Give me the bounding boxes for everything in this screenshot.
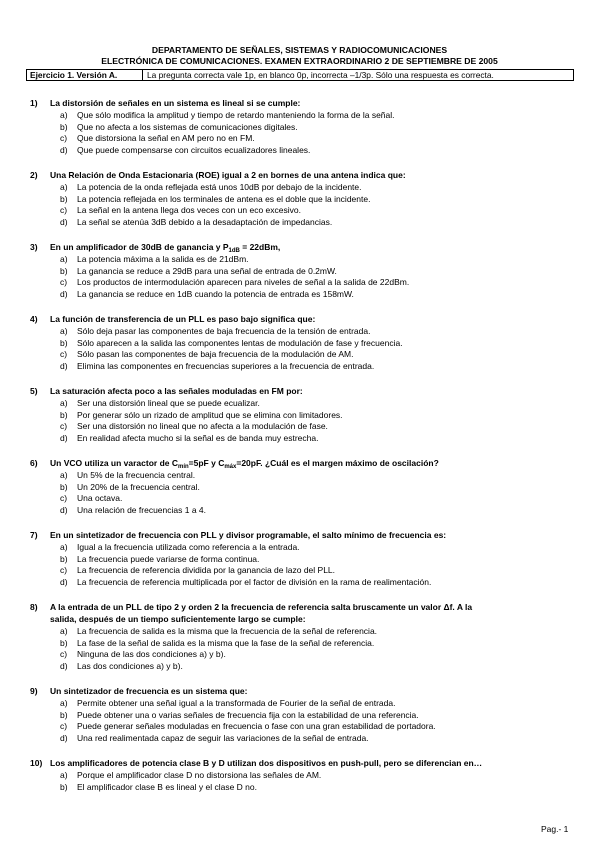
- option-text: Ser una distorsión no lineal que no afecta a la modulación de fase.: [77, 421, 328, 431]
- option-text: Permite obtener una señal igual a la transformada de Fourier de la señal de entrada.: [77, 698, 396, 708]
- question: [26, 313, 586, 372]
- option-letter: a): [60, 254, 68, 264]
- answer-option: [26, 133, 586, 145]
- question: [26, 757, 586, 793]
- question-text-part: = 22dBm,: [239, 242, 281, 252]
- option-text: La frecuencia de referencia multiplicada por el factor de división en la rama de realimentación.: [77, 576, 432, 587]
- answer-option: [26, 505, 586, 517]
- option-text: Una octava.: [77, 493, 123, 503]
- answer-option: [26, 542, 586, 554]
- option-letter: a): [60, 770, 68, 780]
- question-number: 2): [30, 170, 38, 180]
- option-text: La señal en la antena llega dos veces con un eco excesivo.: [77, 205, 301, 215]
- question-text: [50, 457, 439, 471]
- question: [26, 97, 586, 156]
- option-text: En realidad afecta mucho si la señal es de banda muy estrecha.: [77, 432, 319, 443]
- option-text: Una red realimentada capaz de seguir las variaciones de la señal de entrada.: [77, 732, 369, 743]
- option-letter: a): [60, 542, 68, 552]
- question-number: 5): [30, 386, 38, 396]
- answer-options: [26, 470, 586, 516]
- question-number: 10): [30, 758, 43, 768]
- option-letter: c): [60, 493, 68, 503]
- option-letter: b): [60, 553, 68, 564]
- answer-option: [26, 110, 586, 122]
- option-text: Un 20% de la frecuencia central.: [77, 481, 200, 492]
- answer-option: [26, 145, 586, 157]
- question: [26, 457, 586, 516]
- question-text: Una Relación de Onda Estacionaria (ROE) igual a 2 en bornes de una antena indica que:: [50, 170, 406, 180]
- question: [26, 169, 586, 228]
- option-letter: c): [60, 277, 68, 287]
- answer-option: [26, 277, 586, 289]
- question-title-line: [26, 241, 586, 253]
- option-letter: c): [60, 421, 68, 431]
- answer-option: [26, 698, 586, 710]
- answer-option: [26, 410, 586, 422]
- option-text: Sólo pasan las componentes de baja frecuencia de la modulación de AM.: [77, 349, 354, 359]
- answer-option: [26, 782, 586, 794]
- question-text-part: =5pF y C: [188, 458, 225, 468]
- option-text: Elimina las componentes en frecuencias superiores a la frecuencia de entrada.: [77, 360, 375, 371]
- exercise-rules: La pregunta correcta vale 1p, en blanco 0p, incorrecta –1/3p. Sólo una respuesta es correcta.: [147, 70, 494, 80]
- option-text: Que sólo modifica la amplitud y tiempo de retardo manteniendo la forma de la señal.: [77, 110, 395, 120]
- option-letter: a): [60, 182, 68, 192]
- option-text: La potencia de la onda reflejada está unos 10dB por debajo de la incidente.: [77, 182, 362, 192]
- option-text: La frecuencia puede variarse de forma continua.: [77, 553, 260, 564]
- answer-option: [26, 182, 586, 194]
- option-letter: a): [60, 698, 68, 708]
- question-number: 4): [30, 314, 38, 324]
- question-title-line: [26, 757, 586, 769]
- answer-option: [26, 770, 586, 782]
- question: [26, 385, 586, 444]
- question-text: En un sintetizador de frecuencia con PLL y divisor programable, el salto mínimo de frecuencia es:: [50, 530, 447, 540]
- answer-option: [26, 493, 586, 505]
- option-text: Que distorsiona la señal en AM pero no en FM.: [77, 133, 255, 143]
- question-title-line: [26, 529, 586, 541]
- question-text: salida, después de un tiempo suficientemente largo se cumple:: [50, 614, 306, 624]
- option-text: La señal se atenúa 3dB debido a la desadaptación de impedancias.: [77, 216, 333, 227]
- answer-option: [26, 289, 586, 301]
- option-text: Que puede compensarse con circuitos ecualizadores lineales.: [77, 144, 311, 155]
- answer-option: [26, 398, 586, 410]
- question-title-line: [26, 97, 586, 109]
- option-letter: d): [60, 732, 68, 743]
- answer-option: [26, 721, 586, 733]
- option-text: La potencia reflejada en los terminales de antena es el doble que la incidente.: [77, 193, 371, 204]
- question-text: [50, 241, 280, 255]
- answer-option: [26, 649, 586, 661]
- question-title-line: [26, 385, 586, 397]
- option-letter: d): [60, 576, 68, 587]
- option-letter: c): [60, 721, 68, 731]
- subscript: mín: [178, 464, 189, 470]
- question: [26, 685, 586, 744]
- option-text: El amplificador clase B es lineal y el clase D no.: [77, 781, 257, 792]
- answer-option: [26, 254, 586, 266]
- question-text-part: Un VCO utiliza un varactor de C: [50, 458, 178, 468]
- answer-option: [26, 421, 586, 433]
- option-text: La fase de la señal de salida es la misma que la fase de la señal de referencia.: [77, 637, 375, 648]
- question-text: La saturación afecta poco a las señales moduladas en FM por:: [50, 386, 303, 396]
- question-text: La función de transferencia de un PLL es paso bajo significa que:: [50, 314, 316, 324]
- option-letter: b): [60, 781, 68, 792]
- question: [26, 529, 586, 588]
- option-letter: a): [60, 470, 68, 480]
- question-title-line: [26, 613, 586, 625]
- option-letter: b): [60, 709, 68, 720]
- answer-option: [26, 266, 586, 278]
- option-letter: c): [60, 565, 68, 575]
- option-text: La frecuencia de referencia dividida por la ganancia de lazo del PLL.: [77, 565, 336, 575]
- answer-option: [26, 326, 586, 338]
- option-text: Que no afecta a los sistemas de comunicaciones digitales.: [77, 121, 298, 132]
- option-letter: d): [60, 504, 68, 515]
- option-text: La potencia máxima a la salida es de 21dBm.: [77, 254, 249, 264]
- option-letter: d): [60, 144, 68, 155]
- answer-options: [26, 626, 586, 672]
- question-title-line: [26, 601, 586, 613]
- question-text: A la entrada de un PLL de tipo 2 y orden 2 la frecuencia de referencia salta bruscamente un valor Δf. A la: [50, 602, 473, 612]
- answer-option: [26, 338, 586, 350]
- option-text: Puede obtener una o varias señales de frecuencia fija con la estabilidad de una referencia.: [77, 709, 419, 720]
- option-letter: d): [60, 432, 68, 443]
- answer-options: [26, 698, 586, 744]
- option-letter: d): [60, 216, 68, 227]
- option-letter: b): [60, 409, 68, 420]
- option-letter: b): [60, 193, 68, 204]
- answer-option: [26, 205, 586, 217]
- subscript: máx: [224, 464, 237, 470]
- question-title-line: [26, 685, 586, 697]
- answer-option: [26, 361, 586, 373]
- exam-title: ELECTRÓNICA DE COMUNICACIONES. EXAMEN EXTRAORDINARIO 2 DE SEPTIEMBRE DE 2005: [101, 56, 498, 66]
- option-text: La ganancia se reduce a 29dB para una señal de entrada de 0.2mW.: [77, 265, 337, 276]
- question-number: 9): [30, 686, 38, 696]
- option-text: Por generar sólo un rizado de amplitud que se elimina con limitadores.: [77, 409, 343, 420]
- option-letter: a): [60, 398, 68, 408]
- answer-option: [26, 638, 586, 650]
- answer-options: [26, 542, 586, 588]
- answer-options: [26, 326, 586, 372]
- option-letter: c): [60, 205, 68, 215]
- question-number: 3): [30, 242, 38, 252]
- option-letter: b): [60, 481, 68, 492]
- page-number: Pag.- 1: [541, 824, 569, 834]
- option-letter: c): [60, 133, 68, 143]
- option-letter: d): [60, 360, 68, 371]
- answer-option: [26, 194, 586, 206]
- answer-option: [26, 565, 586, 577]
- answer-options: [26, 254, 586, 300]
- department-title: DEPARTAMENTO DE SEÑALES, SISTEMAS Y RADIOCOMUNICACIONES: [151, 45, 448, 55]
- option-letter: c): [60, 349, 68, 359]
- answer-options: [26, 110, 586, 156]
- question-title-line: [26, 169, 586, 181]
- option-letter: b): [60, 265, 68, 276]
- option-text: Porque el amplificador clase D no distorsiona las señales de AM.: [77, 770, 322, 780]
- exercise-box: [26, 69, 574, 81]
- option-letter: b): [60, 121, 68, 132]
- answer-option: [26, 122, 586, 134]
- answer-option: [26, 217, 586, 229]
- question: [26, 241, 586, 300]
- answer-option: [26, 733, 586, 745]
- answer-option: [26, 470, 586, 482]
- option-letter: b): [60, 337, 68, 348]
- question-number: 7): [30, 530, 38, 540]
- option-text: Ninguna de las dos condiciones a) y b).: [77, 649, 226, 659]
- question-title-line: [26, 313, 586, 325]
- question-text: Los amplificadores de potencia clase B y D utilizan dos dispositivos en push-pull, pero se diferencian en…: [50, 758, 483, 768]
- question-text-part: En un amplificador de 30dB de ganancia y P: [50, 242, 229, 252]
- option-letter: a): [60, 326, 68, 336]
- answer-options: [26, 398, 586, 444]
- option-letter: a): [60, 626, 68, 636]
- option-text: La ganancia se reduce en 1dB cuando la potencia de entrada es 158mW.: [77, 288, 354, 299]
- option-text: Puede generar señales moduladas en frecuencia o fase con una gran estabilidad de portadora.: [77, 721, 436, 731]
- question-number: 1): [30, 98, 38, 108]
- answer-option: [26, 577, 586, 589]
- answer-options: [26, 182, 586, 228]
- question-title-line: [26, 457, 586, 469]
- option-letter: b): [60, 637, 68, 648]
- option-letter: d): [60, 288, 68, 299]
- question-number: 6): [30, 458, 38, 468]
- answer-option: [26, 626, 586, 638]
- option-text: Sólo aparecen a la salida las componentes lentas de modulación de fase y frecuencia.: [77, 337, 403, 348]
- question-text-part: =20pF. ¿Cuál es el margen máximo de oscilación?: [236, 458, 439, 468]
- option-letter: a): [60, 110, 68, 120]
- option-text: Un 5% de la frecuencia central.: [77, 470, 196, 480]
- question-number: 8): [30, 602, 38, 612]
- option-letter: c): [60, 649, 68, 659]
- option-text: Sólo deja pasar las componentes de baja frecuencia de la tensión de entrada.: [77, 326, 371, 336]
- question-text: Un sintetizador de frecuencia es un sistema que:: [50, 686, 248, 696]
- answer-option: [26, 554, 586, 566]
- option-letter: d): [60, 660, 68, 671]
- answer-option: [26, 661, 586, 673]
- exercise-label: Ejercicio 1. Versión A.: [27, 70, 143, 80]
- question: [26, 601, 586, 672]
- answer-option: [26, 349, 586, 361]
- option-text: Una relación de frecuencias 1 a 4.: [77, 504, 206, 515]
- answer-options: [26, 770, 586, 793]
- question-text: La distorsión de señales en un sistema es lineal si se cumple:: [50, 98, 301, 108]
- option-text: Los productos de intermodulación aparecen para niveles de señal a la salida de 22dBm.: [77, 277, 410, 287]
- answer-option: [26, 482, 586, 494]
- option-text: Las dos condiciones a) y b).: [77, 660, 183, 671]
- subscript: 1dB: [228, 248, 240, 254]
- option-text: La frecuencia de salida es la misma que la frecuencia de la señal de referencia.: [77, 626, 378, 636]
- answer-option: [26, 433, 586, 445]
- answer-option: [26, 710, 586, 722]
- option-text: Igual a la frecuencia utilizada como referencia a la entrada.: [77, 542, 300, 552]
- option-text: Ser una distorsión lineal que se puede ecualizar.: [77, 398, 260, 408]
